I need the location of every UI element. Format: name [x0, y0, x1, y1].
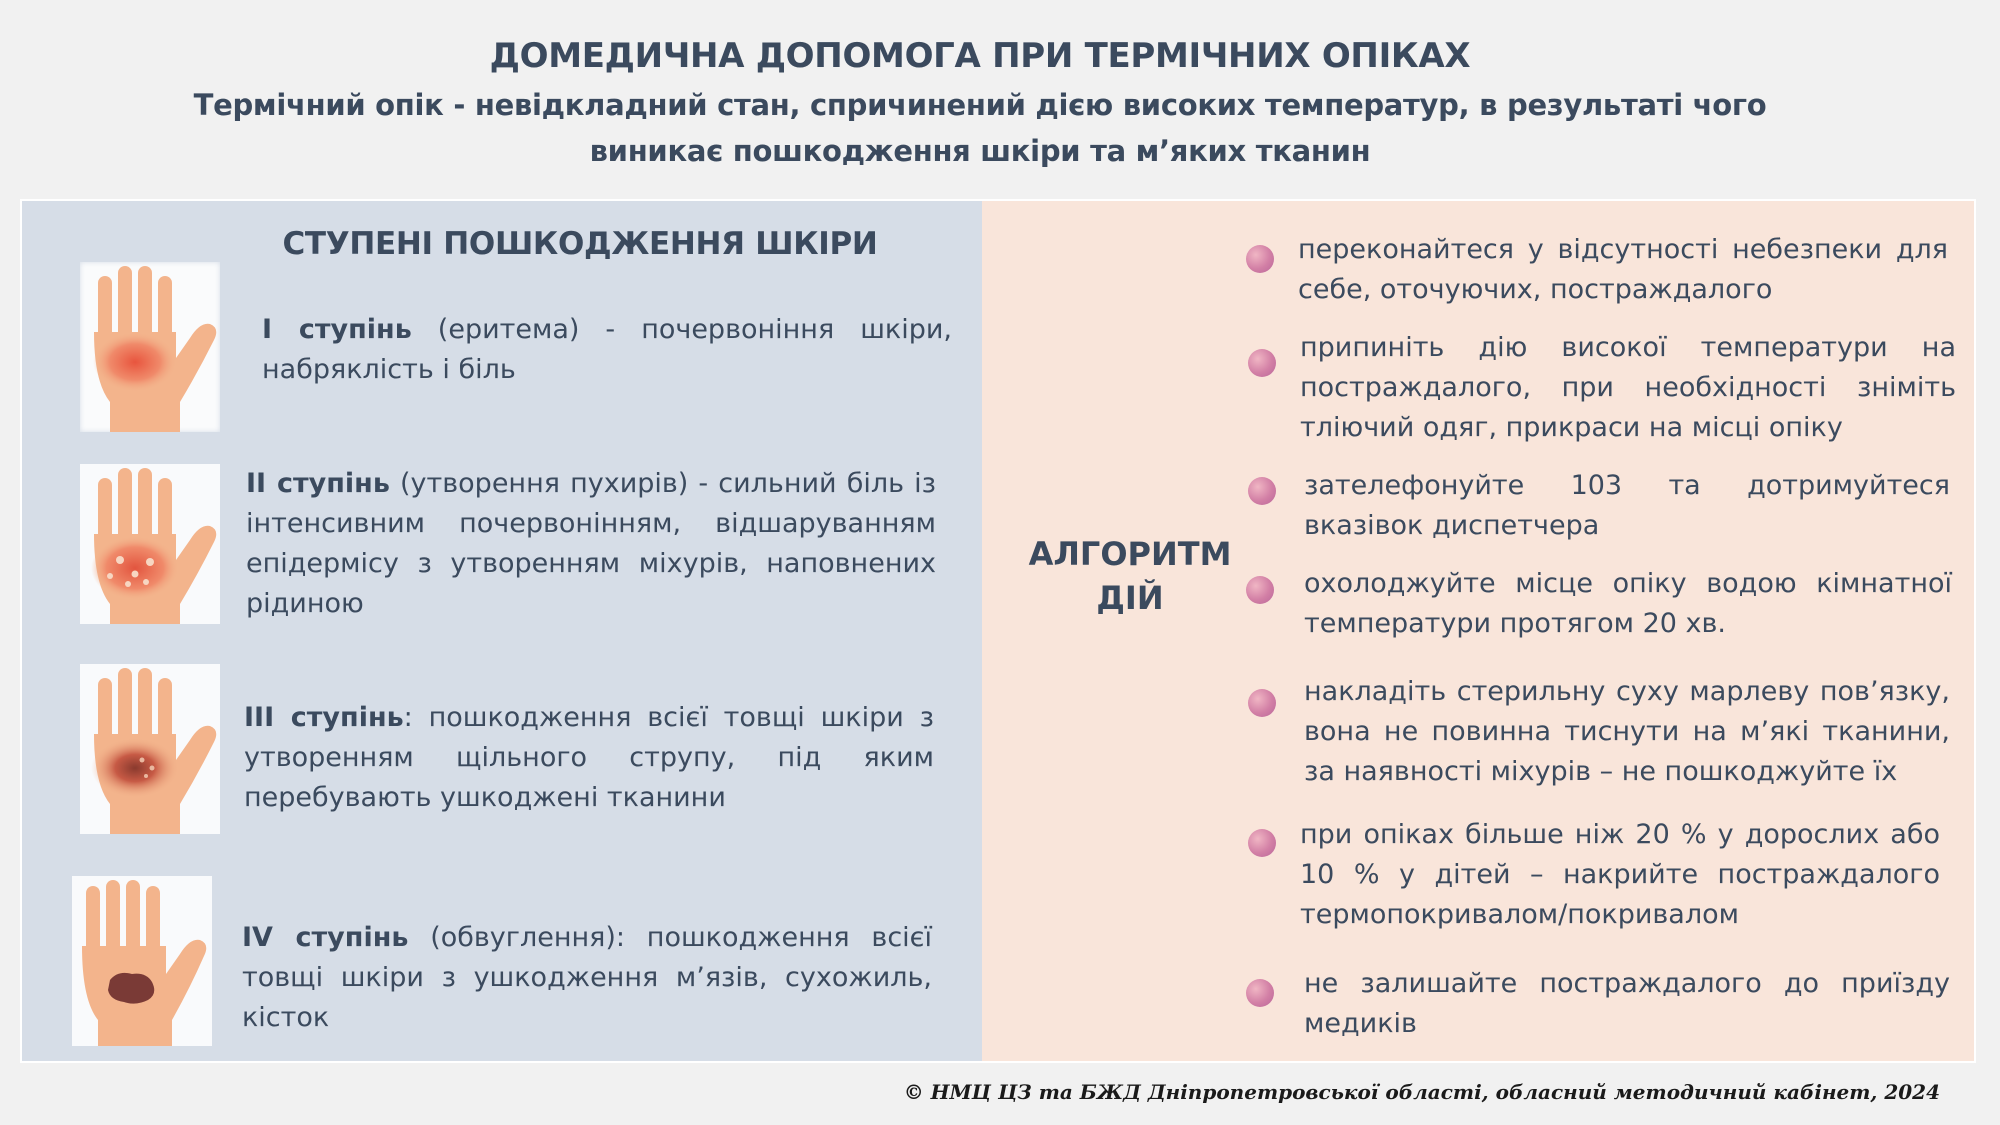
degree-item-3: [244, 698, 934, 818]
page-title: ДОМЕДИЧНА ДОПОМОГА ПРИ ТЕРМІЧНИХ ОПІКАХ: [489, 36, 1471, 76]
bullet-icon: [1246, 979, 1274, 1007]
bullet-icon: [1246, 576, 1274, 604]
bullet-icon: [1246, 245, 1274, 273]
hand-burn-second-degree-icon: [80, 464, 220, 624]
degree-label: ІІІ ступінь: [244, 702, 404, 733]
degree-label: ІІ ступінь: [246, 468, 390, 499]
degree-description: (еритема) - почервоніння шкіри, набряклість і біль: [262, 314, 953, 385]
degree-item-4: [242, 918, 932, 1038]
algorithm-step: не залишайте постраждалого до приїзду медиків: [1304, 968, 1950, 1039]
degree-item-1: [262, 310, 952, 390]
algorithm-title: АЛГОРИТМ ДІЙ: [1028, 535, 1232, 617]
algorithm-step: охолоджуйте місце опіку водою кімнатної температури протягом 20 хв.: [1304, 568, 1952, 639]
degrees-title: СТУПЕНІ ПОШКОДЖЕННЯ ШКІРИ: [282, 226, 878, 262]
hand-burn-fourth-degree-icon: [72, 876, 212, 1046]
algorithm-step: накладіть стерильну суху марлеву пов’язку, вона не повинна тиснути на м’які тканини, за наявності міхурів – не пошкоджуйте їх: [1304, 676, 1950, 787]
bullet-icon: [1248, 829, 1276, 857]
bullet-icon: [1248, 689, 1276, 717]
degree-description: (обвуглення): пошкодження всієї товщі шкіри з ушкодження м’язів, сухожиль, кісток: [242, 922, 932, 1033]
algorithm-step: зателефонуйте 103 та дотримуйтеся вказівок диспетчера: [1304, 470, 1950, 541]
degree-description: (утворення пухирів) - сильний біль із інтенсивним почервонінням, відшаруванням епідермісу з утворенням міхурів, наповнених рідиною: [246, 468, 936, 619]
hand-burn-third-degree-icon: [80, 664, 220, 834]
degree-label: ІV ступінь: [242, 922, 409, 953]
algorithm-step: при опіках більше ніж 20 % у дорослих або 10 % у дітей – накрийте постраждалого термопокривалом/покривалом: [1300, 819, 1940, 930]
copyright-footer: © НМЦ ЦЗ та БЖД Дніпропетровської області, обласний методичний кабінет, 2024: [903, 1080, 1940, 1104]
hand-burn-first-degree-icon: [80, 262, 220, 432]
degree-label: І ступінь: [262, 314, 412, 345]
page-subtitle: Термічний опік - невідкладний стан, спричинений дією високих температур, в результаті чого виникає пошкодження шкіри та м’яких тканин: [193, 88, 1767, 168]
degree-item-2: [246, 464, 936, 624]
degree-description: : пошкодження всієї товщі шкіри з утворенням щільного струпу, під яким перебувають ушкоджені тканини: [244, 702, 934, 813]
algorithm-step: переконайтеся у відсутності небезпеки для себе, оточуючих, постраждалого: [1298, 234, 1948, 305]
bullet-icon: [1248, 349, 1276, 377]
bullet-icon: [1248, 477, 1276, 505]
algorithm-step: припиніть дію високої температури на постраждалого, при необхідності зніміть тліючий одяг, прикраси на місці опіку: [1300, 332, 1956, 443]
